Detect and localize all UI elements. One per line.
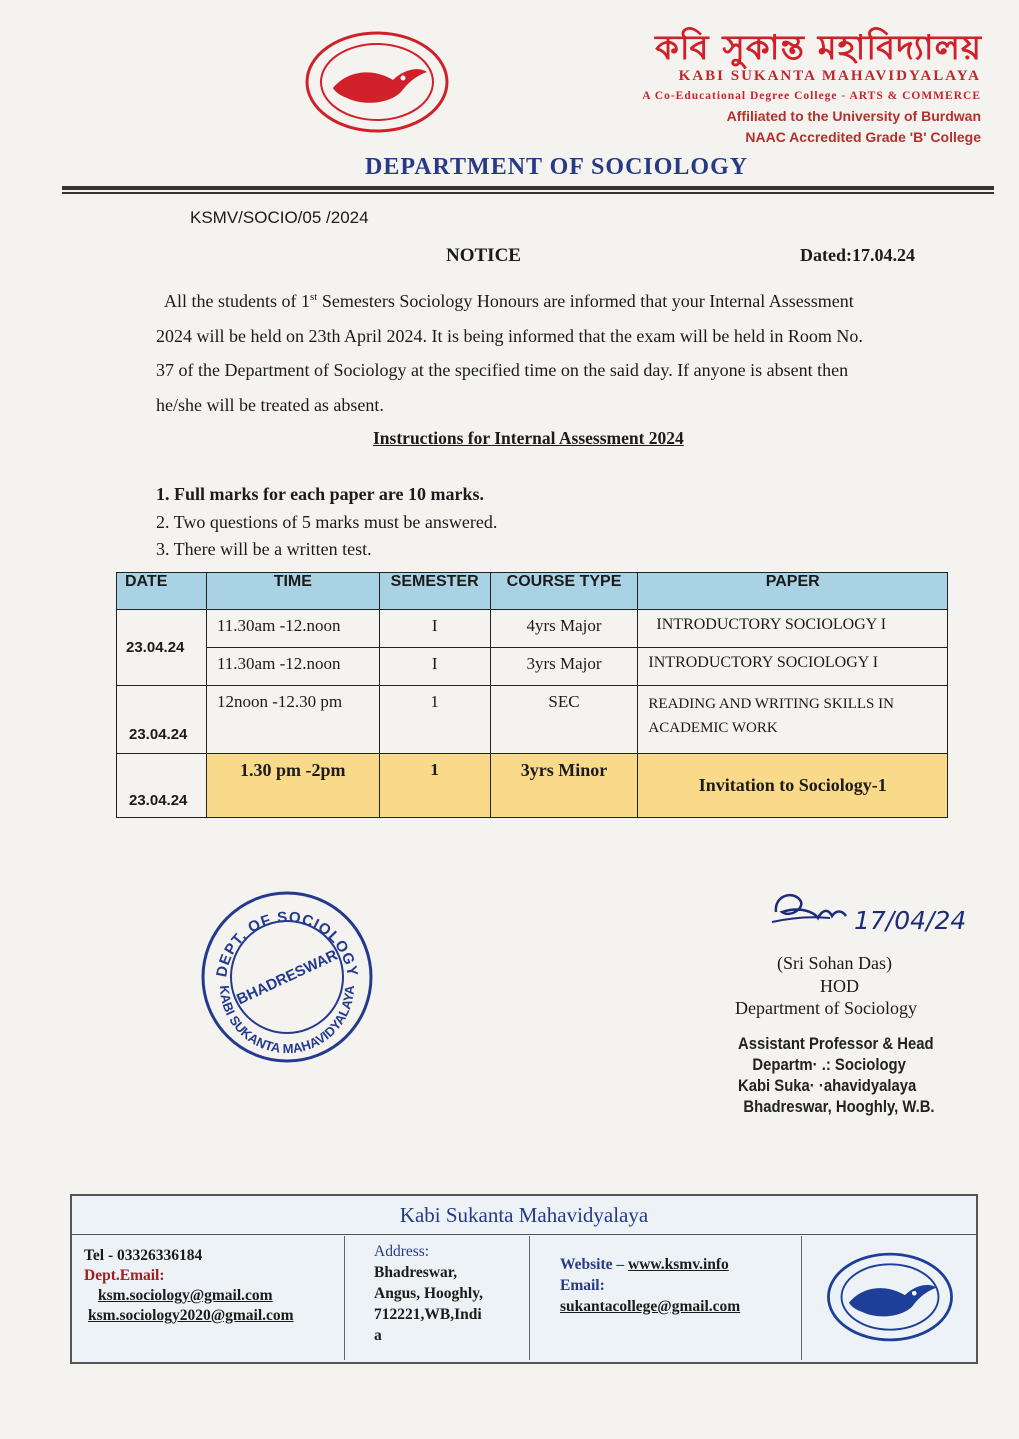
schedule-table [116,572,948,818]
column-header: SEMESTER [379,573,490,610]
column-header: DATE [117,573,207,610]
notice-paragraph [156,280,946,422]
footer-contact [72,1236,345,1360]
college-email-label: Email: [560,1277,605,1294]
time-cell: 12noon -12.30 pm [206,686,379,754]
department-title: DEPARTMENT OF SOCIOLOGY [365,154,749,180]
designation-seal [738,1034,956,1118]
semester-cell: 1 [379,686,490,754]
stamp-top-text: DEPT. OF SOCIOLOGY [213,908,361,979]
naac-line: NAAC Accredited Grade 'B' College [745,129,981,145]
footer-tel: Tel - 03326336184 [84,1247,203,1264]
notice-date: Dated:17.04.24 [800,245,915,265]
affiliation-line: Affiliated to the University of Burdwan [726,108,981,124]
time-cell: 1.30 pm -2pm [206,754,379,818]
website-link[interactable]: www.ksmv.info [628,1256,729,1273]
paper-cell: Invitation to Sociology-1 [638,754,948,818]
instruction-item: 3. There will be a written test. [156,539,372,559]
footer-email-label: Dept.Email: [84,1267,165,1284]
signature-date: 17/04/24 [854,906,967,935]
date-cell: 23.04.24 [117,610,207,686]
table-header-row [117,573,948,610]
paper-line-1: READING AND WRITING SKILLS IN [648,696,894,712]
address-line: Bhadreswar, [374,1264,458,1281]
course-cell: SEC [490,686,638,754]
notice-heading: NOTICE [446,245,521,266]
date-cell: 23.04.24 [117,686,207,754]
para-line-1a: All the students of 1 [164,291,310,311]
date-cell: 23.04.24 [117,754,207,818]
header-divider [62,186,994,190]
footer-address [346,1236,530,1360]
website-label: Website – [560,1256,629,1273]
address-label: Address: [374,1243,430,1260]
footer-box [70,1194,978,1364]
table-row [117,686,948,754]
footer-logo-icon [821,1242,959,1352]
signature-scribble-icon [770,882,850,942]
college-email-link[interactable]: sukantacollege@gmail.com [560,1298,741,1315]
department-stamp-icon [198,888,376,1066]
paper-cell [638,686,948,754]
instruction-item: 1. Full marks for each paper are 10 marks. [156,484,484,504]
college-name-bengali: কবি সুকান্ত মহাবিদ্যালয় [655,28,982,68]
signatory-name: (Sri Sohan Das) [777,953,892,973]
footer-email-1[interactable]: ksm.sociology@gmail.com [98,1287,273,1304]
address-line: 712221,WB,Indi [374,1306,482,1323]
footer-title: Kabi Sukanta Mahavidyalaya [72,1196,976,1235]
stamp-bottom-text: KABI SUKANTA MAHAVIDYALAYA [216,984,358,1057]
table-row-highlighted [117,754,948,818]
para-line-4: he/she will be treated as absent. [156,394,384,415]
column-header: PAPER [638,573,948,610]
footer-web [531,1236,802,1360]
time-cell: 11.30am -12.noon [206,610,379,648]
semester-cell: 1 [379,754,490,818]
column-header: COURSE TYPE [490,573,638,610]
paper-cell: INTRODUCTORY SOCIOLOGY I [638,648,948,686]
hod-signature [770,882,967,952]
semester-cell: I [379,610,490,648]
address-line: a [374,1327,382,1344]
footer-email-2[interactable]: ksm.sociology2020@gmail.com [88,1307,294,1324]
course-cell: 3yrs Major [490,648,638,686]
para-line-1-sup: st [310,291,318,303]
header-divider-thin [62,192,994,194]
paper-line-2: ACADEMIC WORK [648,720,778,736]
stamp-center-text: BHADRESWAR [234,946,341,1009]
para-line-2: 2024 will be held on 23th April 2024. It is being informed that the exam will be held in Room No. [156,325,863,346]
instructions-heading: Instructions for Internal Assessment 2024 [373,428,684,448]
paper-cell: INTRODUCTORY SOCIOLOGY I [638,610,948,648]
college-type: A Co-Educational Degree College - ARTS & COMMERCE [642,90,981,102]
para-line-3: 37 of the Department of Sociology at the specified time on the said day. If anyone is absent then [156,360,849,380]
seal-line: Departm· .: Sociology [752,1056,906,1074]
seal-line: Assistant Professor & Head [738,1035,934,1053]
seal-line: Bhadreswar, Hooghly, W.B. [743,1098,935,1116]
footer-logo [803,1236,975,1360]
signatory-department: Department of Sociology [735,998,917,1018]
table-row [117,648,948,686]
time-cell: 11.30am -12.noon [206,648,379,686]
reference-number: KSMV/SOCIO/05 /2024 [190,208,369,227]
college-logo-icon [303,30,451,134]
college-name-english: KABI SUKANTA MAHAVIDYALAYA [678,68,981,84]
column-header: TIME [206,573,379,610]
course-cell: 4yrs Major [490,610,638,648]
course-cell: 3yrs Minor [490,754,638,818]
para-line-1b: Semesters Sociology Honours are informed that your Internal Assessment [317,291,854,311]
table-row [117,610,948,648]
signatory-title: HOD [820,976,859,996]
seal-line: Kabi Suka· ·ahavidyalaya [738,1077,917,1095]
address-line: Angus, Hooghly, [374,1285,483,1302]
instruction-item: 2. Two questions of 5 marks must be answered. [156,511,498,532]
semester-cell: I [379,648,490,686]
instructions-list [156,481,497,564]
